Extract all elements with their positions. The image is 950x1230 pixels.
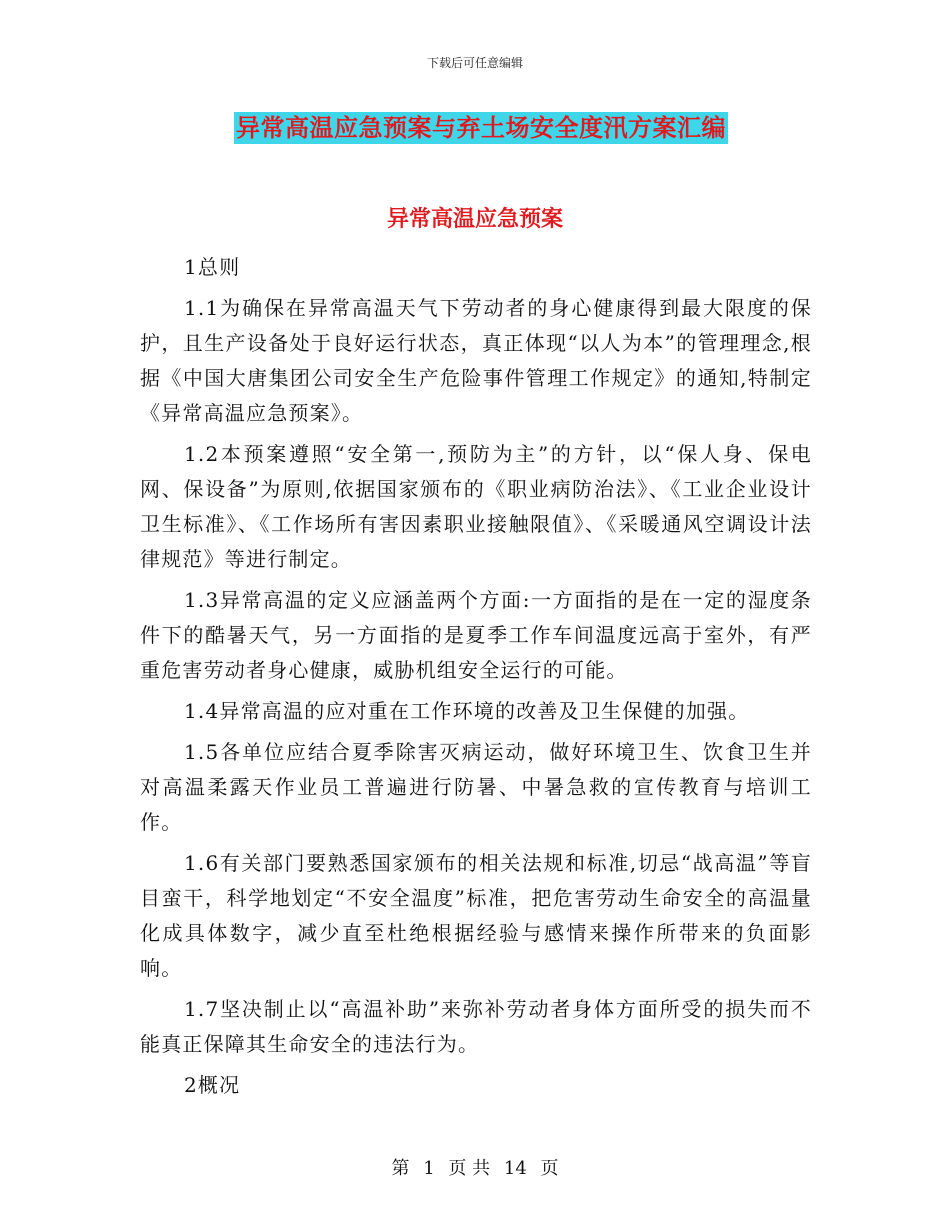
- page-suffix: 页: [540, 1158, 559, 1179]
- paragraph-1-2: 1.2本预案遵照“安全第一,预防为主”的方针，以“保人身、保电网、保设备”为原则,依据国家颁布的《职业病防治法》、《工业企业设计卫生标准》、《工作场所有害因素职业接触限值》、《采暖通风空调设计法律规范》等进行制定。: [140, 442, 812, 571]
- paragraph-1-5: 1.5各单位应结合夏季除害灭病运动，做好环境卫生、饮食卫生并对高温柔露天作业员工普遍进行防暑、中暑急救的宣传教育与培训工作。: [140, 740, 812, 834]
- paragraph-1-4: 1.4异常高温的应对重在工作环境的改善及卫生保健的加强。: [184, 699, 750, 723]
- paragraph-heading-1: 1总则: [184, 255, 241, 279]
- page-prefix: 第: [391, 1158, 410, 1179]
- section-title: 异常高温应急预案: [386, 207, 563, 232]
- paragraph-1-7: 1.7坚决制止以“高温补助”来弥补劳动者身体方面所受的损失而不能真正保障其生命安全的违法行为。: [140, 997, 812, 1056]
- page-total: 14: [503, 1158, 527, 1179]
- document-title: 异常高温应急预案与弃土场安全度汛方案汇编: [236, 114, 726, 142]
- page-number-footer: [0, 1154, 950, 1180]
- document-body: [140, 250, 812, 1109]
- paragraph-1-1: 1.1为确保在异常高温天气下劳动者的身心健康得到最大限度的保护，且生产设备处于良好运行状态，真正体现“以人为本”的管理理念,根据《中国大唐集团公司安全生产危险事件管理工作规定》的通知,特制定《异常高温应急预案》。: [140, 296, 812, 425]
- paragraph-heading-2: 2概况: [184, 1073, 241, 1097]
- paragraph-1-3: 1.3异常高温的定义应涵盖两个方面:一方面指的是在一定的湿度条件下的酷暑天气，另一方面指的是夏季工作车间温度远高于室外，有严重危害劳动者身心健康，威胁机组安全运行的可能。: [140, 588, 812, 682]
- page-mid: 页 共: [448, 1158, 491, 1179]
- page-current: 1: [423, 1158, 435, 1179]
- header-note: 下载后可任意编辑: [426, 56, 523, 70]
- paragraph-1-6: 1.6有关部门要熟悉国家颁布的相关法规和标准,切忌“战高温”等盲目蛮干，科学地划定“不安全温度”标准，把危害劳动生命安全的高温量化成具体数字，减少直至杜绝根据经验与感情来操作所带来的负面影响。: [140, 851, 812, 980]
